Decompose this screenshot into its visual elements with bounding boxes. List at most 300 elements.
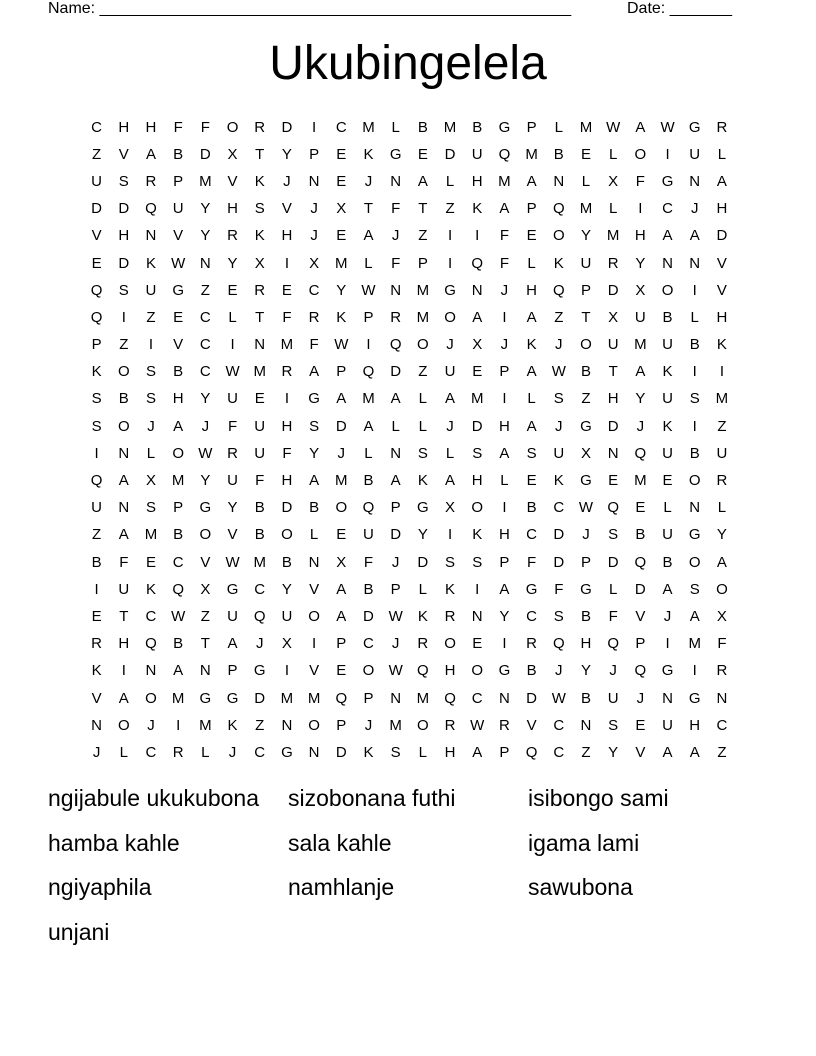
grid-letter: J: [364, 172, 373, 190]
grid-letter: I: [94, 444, 99, 462]
grid-letter: X: [336, 200, 347, 218]
grid-letter: C: [308, 281, 320, 299]
grid-letter: G: [688, 689, 701, 707]
grid-letter: M: [688, 635, 701, 653]
grid-letter: P: [499, 553, 510, 571]
grid-letter: X: [716, 607, 727, 625]
grid-letter: U: [227, 390, 238, 408]
grid-letter: P: [390, 580, 401, 598]
grid-letter: S: [472, 553, 483, 571]
grid-letter: U: [471, 145, 483, 163]
grid-letter: A: [309, 363, 320, 381]
grid-letter: W: [361, 281, 376, 299]
grid-letter: X: [336, 553, 347, 571]
grid-letter: X: [608, 172, 619, 190]
grid-letter: Q: [145, 200, 157, 218]
grid-letter: W: [198, 444, 213, 462]
grid-letter: W: [551, 363, 566, 381]
grid-letter: A: [336, 390, 347, 408]
grid-letter: O: [117, 716, 130, 734]
grid-letter: K: [91, 363, 102, 381]
name-field-label: Name: _____________________________________________________: [48, 0, 572, 17]
grid-letter: L: [717, 145, 727, 163]
grid-letter: D: [526, 689, 538, 707]
grid-letter: K: [145, 580, 156, 598]
grid-letter: K: [363, 145, 374, 163]
grid-letter: N: [662, 254, 673, 272]
grid-letter: Q: [389, 336, 402, 354]
grid-letter: X: [472, 336, 483, 354]
grid-letter: S: [91, 417, 102, 435]
grid-letter: Z: [255, 716, 265, 734]
grid-letter: I: [502, 499, 507, 517]
grid-letter: O: [552, 227, 565, 245]
grid-letter: Z: [581, 390, 591, 408]
grid-letter: D: [634, 580, 646, 598]
grid-letter: K: [472, 526, 483, 544]
grid-letter: H: [172, 390, 184, 408]
grid-row: [83, 114, 736, 141]
grid-letter: A: [526, 417, 537, 435]
grid-letter: N: [145, 662, 157, 680]
grid-letter: I: [284, 390, 289, 408]
grid-letter: I: [692, 662, 697, 680]
grid-letter: B: [689, 336, 700, 354]
grid-letter: U: [254, 417, 266, 435]
grid-letter: P: [580, 553, 591, 571]
grid-letter: A: [689, 607, 700, 625]
grid-letter: U: [662, 716, 673, 734]
grid-letter: A: [336, 607, 347, 625]
grid-letter: R: [281, 363, 293, 381]
grid-letter: R: [308, 308, 320, 326]
grid-letter: D: [91, 200, 103, 218]
grid-letter: J: [310, 227, 318, 245]
grid-letter: K: [336, 308, 347, 326]
grid-letter: L: [663, 499, 672, 517]
grid-letter: J: [636, 689, 645, 707]
grid-letter: D: [281, 499, 293, 517]
grid-letter: V: [309, 662, 320, 680]
grid-letter: O: [117, 417, 130, 435]
grid-letter: I: [148, 336, 154, 354]
grid-letter: X: [309, 254, 320, 272]
grid-letter: Q: [552, 635, 565, 653]
grid-letter: I: [121, 308, 126, 326]
grid-letter: Y: [417, 526, 428, 544]
grid-letter: H: [580, 635, 592, 653]
grid-letter: R: [390, 308, 402, 326]
grid-letter: S: [472, 444, 483, 462]
grid-letter: Z: [119, 336, 129, 354]
grid-row: [83, 196, 736, 223]
grid-letter: Q: [607, 499, 619, 517]
grid-letter: E: [281, 281, 292, 299]
grid-letter: K: [254, 227, 265, 245]
grid-letter: V: [200, 553, 211, 571]
grid-letter: G: [444, 281, 456, 299]
grid-letter: M: [606, 227, 620, 245]
grid-letter: B: [91, 553, 102, 571]
grid-letter: C: [199, 363, 211, 381]
grid-letter: A: [635, 118, 646, 136]
grid-letter: Y: [336, 281, 347, 299]
grid-letter: D: [553, 526, 565, 544]
word-list-item: namhlanje: [288, 874, 395, 901]
grid-letter: I: [502, 390, 507, 408]
grid-letter: Q: [417, 662, 429, 680]
grid-letter: G: [226, 689, 239, 707]
grid-letter: F: [391, 254, 401, 272]
grid-letter: M: [171, 689, 185, 707]
grid-row: [83, 549, 736, 576]
grid-letter: I: [692, 281, 697, 299]
grid-letter: B: [689, 444, 700, 462]
grid-letter: Z: [581, 743, 591, 761]
grid-letter: G: [688, 118, 701, 136]
word-list-item: sala kahle: [288, 829, 392, 856]
grid-letter: V: [716, 254, 727, 272]
grid-letter: J: [555, 336, 563, 354]
grid-letter: V: [118, 145, 129, 163]
grid-letter: U: [607, 689, 619, 707]
grid-letter: B: [580, 689, 591, 707]
grid-letter: J: [228, 743, 237, 761]
grid-letter: C: [716, 716, 728, 734]
grid-row: [83, 223, 736, 250]
grid-letter: M: [280, 689, 294, 707]
grid-letter: H: [471, 472, 483, 490]
grid-letter: D: [471, 417, 483, 435]
grid-letter: T: [255, 308, 265, 326]
grid-letter: C: [363, 635, 374, 653]
grid-letter: V: [227, 172, 238, 190]
grid-letter: O: [308, 607, 320, 625]
grid-letter: Y: [608, 743, 619, 761]
grid-letter: Z: [200, 607, 210, 625]
grid-letter: S: [118, 172, 129, 190]
grid-letter: Y: [200, 227, 211, 245]
grid-letter: K: [417, 472, 428, 490]
grid-letter: A: [363, 417, 374, 435]
grid-letter: O: [226, 118, 239, 136]
grid-letter: Q: [253, 607, 266, 625]
grid-letter: O: [335, 499, 348, 517]
grid-letter: W: [388, 662, 403, 680]
grid-letter: W: [551, 689, 566, 707]
grid-letter: A: [390, 472, 401, 490]
grid-letter: L: [146, 444, 156, 462]
grid-letter: B: [417, 118, 428, 136]
word-list-item: ngijabule ukukubona: [48, 785, 260, 811]
grid-letter: B: [363, 580, 374, 598]
grid-letter: E: [608, 472, 619, 490]
grid-row: [83, 277, 736, 304]
grid-row: [83, 332, 736, 359]
grid-letter: O: [145, 689, 157, 707]
grid-letter: Y: [200, 390, 211, 408]
grid-letter: J: [582, 526, 590, 544]
grid-letter: N: [471, 281, 483, 299]
grid-letter: B: [254, 526, 265, 544]
grid-letter: L: [418, 390, 428, 408]
grid-letter: B: [472, 118, 483, 136]
grid-letter: N: [118, 499, 130, 517]
grid-letter: E: [526, 227, 537, 245]
grid-letter: L: [717, 499, 727, 517]
grid-letter: I: [447, 254, 453, 272]
grid-letter: J: [391, 553, 400, 571]
grid-letter: C: [199, 336, 211, 354]
grid-letter: E: [336, 662, 347, 680]
grid-letter: O: [444, 308, 456, 326]
grid-letter: R: [444, 607, 456, 625]
grid-letter: H: [526, 281, 538, 299]
grid-letter: G: [308, 390, 320, 408]
grid-letter: B: [526, 499, 537, 517]
grid-letter: T: [200, 635, 210, 653]
grid-letter: L: [391, 118, 400, 136]
grid-letter: A: [526, 308, 537, 326]
grid-letter: A: [499, 580, 510, 598]
grid-letter: U: [254, 444, 266, 462]
grid-letter: L: [554, 118, 563, 136]
grid-letter: U: [118, 580, 130, 598]
grid-letter: R: [444, 716, 456, 734]
grid-letter: L: [527, 254, 536, 272]
grid-letter: L: [391, 417, 400, 435]
grid-letter: M: [171, 472, 185, 490]
grid-letter: D: [390, 363, 402, 381]
grid-letter: E: [635, 716, 646, 734]
grid-letter: U: [607, 336, 619, 354]
grid-letter: A: [118, 689, 129, 707]
grid-letter: L: [690, 308, 699, 326]
grid-letter: W: [388, 607, 403, 625]
grid-letter: N: [689, 172, 701, 190]
grid-letter: Z: [418, 227, 428, 245]
grid-letter: P: [635, 635, 646, 653]
grid-letter: A: [662, 227, 673, 245]
grid-letter: S: [145, 363, 156, 381]
grid-letter: Q: [362, 499, 375, 517]
grid-letter: P: [336, 635, 347, 653]
grid-letter: J: [92, 743, 101, 761]
grid-letter: J: [446, 336, 454, 354]
grid-letter: K: [445, 580, 456, 598]
grid-letter: T: [418, 200, 428, 218]
grid-letter: I: [312, 635, 317, 653]
word-list-item: hamba kahle: [48, 829, 180, 856]
grid-letter: Z: [92, 145, 102, 163]
grid-letter: Y: [227, 254, 238, 272]
grid-row: [83, 440, 736, 467]
grid-letter: L: [445, 444, 455, 462]
grid-letter: A: [363, 227, 374, 245]
grid-letter: E: [173, 308, 184, 326]
grid-letter: K: [472, 200, 483, 218]
grid-letter: U: [227, 607, 238, 625]
grid-letter: L: [500, 472, 509, 490]
grid-letter: P: [173, 499, 184, 517]
grid-letter: X: [445, 499, 456, 517]
grid-letter: G: [417, 499, 429, 517]
grid-letter: T: [255, 145, 265, 163]
grid-letter: V: [716, 281, 727, 299]
grid-letter: X: [608, 308, 619, 326]
grid-letter: H: [716, 200, 728, 218]
grid-letter: Z: [418, 363, 428, 381]
grid-letter: J: [446, 417, 454, 435]
grid-letter: O: [362, 662, 375, 680]
grid-letter: A: [173, 662, 184, 680]
grid-letter: C: [662, 200, 673, 218]
grid-letter: V: [635, 607, 646, 625]
grid-letter: N: [308, 743, 320, 761]
grid-letter: M: [335, 254, 348, 272]
grid-row: [83, 359, 736, 386]
grid-letter: H: [498, 526, 510, 544]
grid-letter: U: [689, 145, 701, 163]
grid-letter: Y: [499, 607, 510, 625]
grid-letter: N: [498, 689, 510, 707]
grid-letter: R: [91, 635, 103, 653]
grid-letter: Z: [717, 417, 727, 435]
grid-letter: L: [309, 526, 319, 544]
grid-letter: U: [91, 499, 103, 517]
grid-letter: R: [145, 172, 157, 190]
grid-letter: M: [144, 526, 158, 544]
grid-letter: U: [580, 254, 592, 272]
grid-letter: Q: [552, 281, 565, 299]
grid-letter: S: [145, 499, 156, 517]
grid-letter: V: [526, 716, 537, 734]
grid-letter: B: [580, 607, 591, 625]
grid-letter: M: [389, 716, 402, 734]
grid-letter: Q: [525, 743, 538, 761]
grid-letter: Q: [90, 308, 103, 326]
grid-letter: G: [389, 145, 402, 163]
grid-letter: D: [118, 254, 130, 272]
grid-letter: I: [121, 662, 126, 680]
grid-letter: V: [91, 227, 102, 245]
grid-letter: S: [608, 526, 619, 544]
grid-letter: R: [607, 254, 619, 272]
grid-letter: A: [417, 172, 428, 190]
grid-letter: X: [200, 580, 211, 598]
grid-letter: V: [173, 336, 184, 354]
grid-letter: F: [499, 254, 509, 272]
grid-letter: Q: [172, 580, 184, 598]
grid-letter: M: [253, 363, 266, 381]
grid-letter: M: [498, 172, 511, 190]
grid-letter: I: [94, 580, 99, 598]
grid-letter: O: [417, 336, 429, 354]
word-list-item: sawubona: [528, 874, 633, 901]
grid-letter: W: [225, 553, 240, 571]
grid-letter: M: [470, 390, 484, 408]
grid-letter: K: [526, 336, 537, 354]
grid-letter: G: [580, 472, 592, 490]
grid-letter: Z: [717, 743, 727, 761]
grid-letter: J: [147, 716, 155, 734]
grid-letter: U: [281, 607, 293, 625]
date-field-label: Date: _______: [627, 0, 732, 17]
grid-letter: R: [716, 472, 728, 490]
grid-letter: F: [173, 118, 183, 136]
grid-letter: U: [662, 444, 673, 462]
grid-letter: L: [364, 254, 373, 272]
grid-letter: D: [335, 417, 347, 435]
grid-letter: A: [336, 580, 347, 598]
grid-letter: E: [145, 553, 156, 571]
grid-letter: K: [662, 417, 673, 435]
grid-letter: P: [526, 118, 537, 136]
grid-letter: E: [254, 390, 265, 408]
grid-letter: A: [118, 472, 129, 490]
grid-letter: W: [578, 499, 594, 517]
grid-letter: V: [227, 526, 238, 544]
grid-letter: X: [227, 145, 238, 163]
grid-letter: S: [445, 553, 456, 571]
grid-letter: Q: [634, 553, 647, 571]
grid-letter: O: [117, 363, 130, 381]
grid-letter: G: [661, 172, 674, 190]
grid-letter: D: [335, 743, 347, 761]
grid-letter: O: [172, 444, 184, 462]
grid-letter: P: [363, 308, 374, 326]
grid-letter: C: [199, 308, 211, 326]
grid-letter: B: [281, 553, 292, 571]
grid-letter: Q: [145, 635, 157, 653]
grid-letter: V: [173, 227, 184, 245]
grid-letter: Q: [498, 145, 511, 163]
grid-letter: E: [526, 472, 537, 490]
grid-letter: Q: [634, 444, 647, 462]
grid-letter: M: [362, 390, 375, 408]
grid-letter: M: [199, 172, 212, 190]
grid-letter: Y: [309, 444, 320, 462]
grid-row: [83, 386, 736, 413]
grid-letter: C: [553, 716, 565, 734]
grid-letter: N: [199, 254, 211, 272]
grid-letter: N: [118, 444, 130, 462]
grid-letter: Q: [335, 689, 348, 707]
grid-letter: D: [444, 145, 456, 163]
grid-letter: H: [118, 118, 130, 136]
grid-letter: H: [607, 390, 619, 408]
grid-letter: O: [716, 580, 728, 598]
word-list-item: ngiyaphila: [48, 874, 152, 901]
grid-row: [83, 141, 736, 168]
grid-letter: M: [715, 390, 729, 408]
grid-letter: I: [502, 308, 507, 326]
word-search-grid: [83, 114, 736, 767]
grid-letter: C: [526, 526, 538, 544]
grid-letter: O: [417, 716, 429, 734]
grid-letter: N: [716, 689, 728, 707]
grid-letter: J: [255, 635, 264, 653]
grid-letter: J: [609, 662, 617, 680]
grid-letter: T: [608, 363, 618, 381]
grid-letter: A: [526, 172, 537, 190]
grid-letter: L: [581, 172, 591, 190]
grid-letter: W: [606, 118, 621, 136]
grid-letter: G: [661, 662, 674, 680]
grid-letter: H: [471, 172, 483, 190]
grid-letter: B: [173, 635, 184, 653]
grid-letter: H: [281, 472, 293, 490]
